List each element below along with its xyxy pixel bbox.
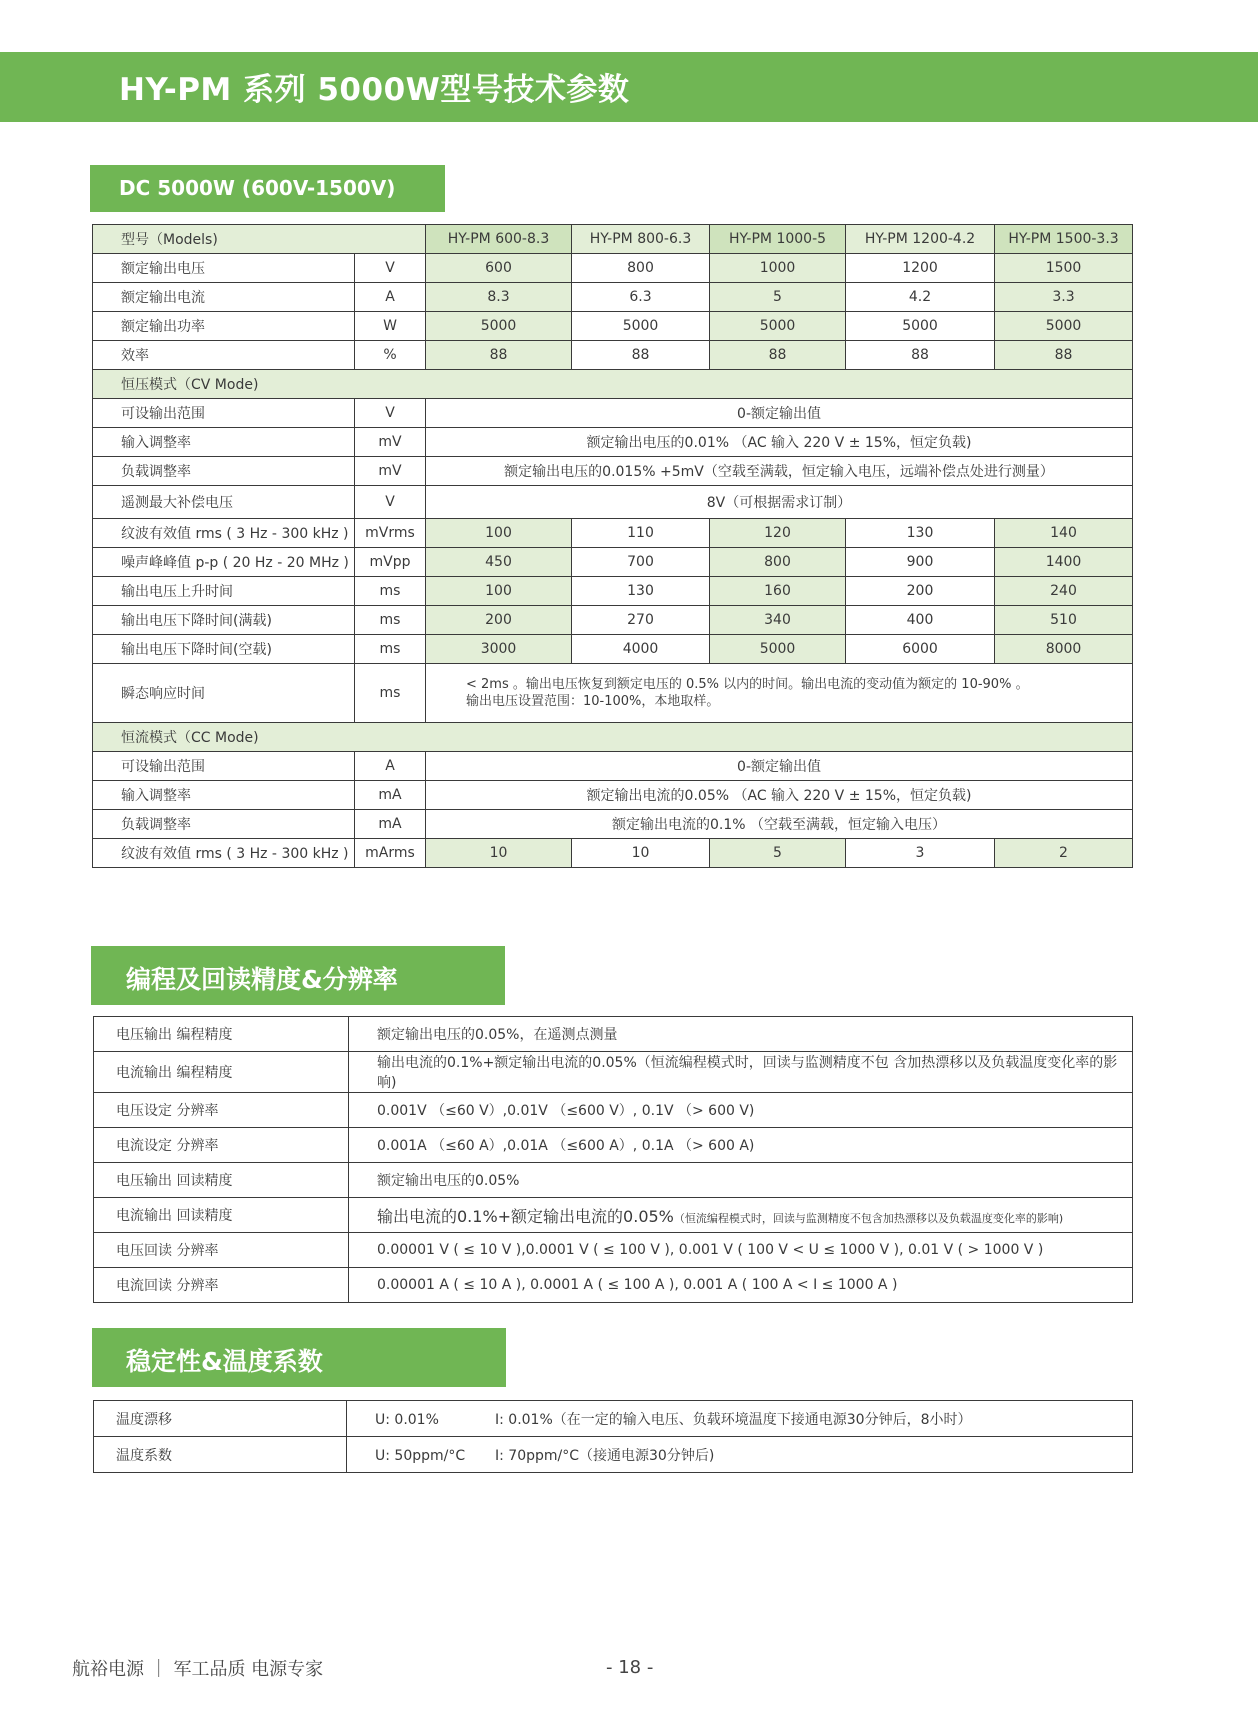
accuracy-value [349, 1233, 1133, 1268]
param-value: 800 [710, 548, 846, 577]
param-value: 88 [572, 341, 710, 370]
section-header-stability [92, 1328, 506, 1387]
model-name: HY-PM 1200-4.2 [846, 225, 995, 254]
page-number: - 18 - [606, 1657, 654, 1678]
param-label: 额定输出电流 [93, 283, 355, 312]
param-unit: % [355, 341, 426, 370]
accuracy-text: 0.001A （≤60 A）,0.01A （≤600 A）, 0.1A （> 600 A) [377, 1138, 755, 1154]
current-coefficient: I: 70ppm/°C（接通电源30分钟后) [495, 1447, 715, 1464]
param-unit: ms [355, 635, 426, 664]
param-label: 纹波有效值 rms ( 3 Hz - 300 kHz ) [93, 519, 355, 548]
current-coefficient: I: 0.01%（在一定的输入电压、负载环境温度下接通电源30分钟后，8小时） [495, 1411, 972, 1428]
param-value: 5000 [846, 312, 995, 341]
accuracy-row [94, 1052, 1133, 1093]
accuracy-row [94, 1198, 1133, 1233]
param-label: 噪声峰峰值 p-p ( 20 Hz - 20 MHz ) [93, 548, 355, 577]
param-unit: mA [355, 781, 426, 810]
stability-label: 温度系数 [94, 1437, 347, 1473]
accuracy-label: 电压输出 编程精度 [94, 1017, 349, 1052]
param-value: 额定输出电流的0.05% （AC 输入 220 V ± 15%，恒定负载) [426, 781, 1133, 810]
param-label: 额定输出功率 [93, 312, 355, 341]
param-value: 6000 [846, 635, 995, 664]
model-name: HY-PM 800-6.3 [572, 225, 710, 254]
param-unit: mVpp [355, 548, 426, 577]
section-header-dc [90, 165, 445, 212]
param-unit: A [355, 752, 426, 781]
accuracy-row [94, 1128, 1133, 1163]
param-value: 2 [995, 839, 1133, 868]
param-label: 额定输出电压 [93, 254, 355, 283]
voltage-coefficient: U: 0.01% [375, 1411, 439, 1428]
param-value: 400 [846, 606, 995, 635]
cc-row [93, 752, 1133, 781]
param-value: 10 [426, 839, 572, 868]
param-value: 3.3 [995, 283, 1133, 312]
accuracy-label: 电压设定 分辨率 [94, 1093, 349, 1128]
param-value: 4.2 [846, 283, 995, 312]
param-label: 瞬态响应时间 [93, 664, 355, 723]
param-value: 120 [710, 519, 846, 548]
accuracy-text: 0.00001 V ( ≤ 10 V ),0.0001 V ( ≤ 100 V ), 0.001 V ( 100 V < U ≤ 1000 V ), 0.01 V ( > 1000 V ) [377, 1242, 1044, 1258]
param-value: 510 [995, 606, 1133, 635]
accuracy-row [94, 1017, 1133, 1052]
model-name: HY-PM 600-8.3 [426, 225, 572, 254]
param-label: 纹波有效值 rms ( 3 Hz - 300 kHz ) [93, 839, 355, 868]
spec-row [93, 283, 1133, 312]
param-value: 额定输出电流的0.1% （空载至满载，恒定输入电压） [426, 810, 1133, 839]
mode-header: 恒流模式（CC Mode) [93, 723, 1133, 752]
param-value: 5 [710, 839, 846, 868]
param-value: 5000 [572, 312, 710, 341]
param-value: 700 [572, 548, 710, 577]
param-value: 800 [572, 254, 710, 283]
transient-line-2: 输出电压设置范围：10-100%，本地取样。 [466, 694, 720, 709]
param-value: 88 [710, 341, 846, 370]
accuracy-label: 电压输出 回读精度 [94, 1163, 349, 1198]
accuracy-label: 电压回读 分辨率 [94, 1233, 349, 1268]
accuracy-text: 输出电流的0.1%+额定输出电流的0.05%（恒流编程模式时，回读与监测精度不包 含加热漂移以及负载温度变化率的影响) [377, 1055, 1118, 1091]
cc-row [93, 810, 1133, 839]
param-value: 450 [426, 548, 572, 577]
param-value: 0-额定输出值 [426, 399, 1133, 428]
accuracy-value [349, 1128, 1133, 1163]
accuracy-value [349, 1017, 1133, 1052]
param-value: 600 [426, 254, 572, 283]
cv-value-row [93, 577, 1133, 606]
accuracy-row [94, 1233, 1133, 1268]
param-unit: mVrms [355, 519, 426, 548]
param-unit: A [355, 283, 426, 312]
accuracy-row [94, 1093, 1133, 1128]
accuracy-label: 电流回读 分辨率 [94, 1268, 349, 1303]
param-value: 5000 [710, 312, 846, 341]
accuracy-label: 电流输出 回读精度 [94, 1198, 349, 1233]
param-value: 0-额定输出值 [426, 752, 1133, 781]
cv-row [93, 399, 1133, 428]
param-value: 5 [710, 283, 846, 312]
page-title-bar [0, 52, 1258, 122]
param-unit: V [355, 254, 426, 283]
cv-value-row [93, 635, 1133, 664]
accuracy-row [94, 1163, 1133, 1198]
cv-row [93, 428, 1133, 457]
param-value: 3000 [426, 635, 572, 664]
param-value: 1400 [995, 548, 1133, 577]
param-value: 5000 [426, 312, 572, 341]
param-unit: V [355, 486, 426, 519]
param-value: 1500 [995, 254, 1133, 283]
param-label: 输出电压上升时间 [93, 577, 355, 606]
model-name: HY-PM 1500-3.3 [995, 225, 1133, 254]
param-value: 5000 [995, 312, 1133, 341]
param-value: 88 [426, 341, 572, 370]
param-value: 8000 [995, 635, 1133, 664]
param-value: 110 [572, 519, 710, 548]
param-value: 340 [710, 606, 846, 635]
param-label: 遥测最大补偿电压 [93, 486, 355, 519]
cv-value-row [93, 548, 1133, 577]
param-value: 8V（可根据需求订制） [426, 486, 1133, 519]
transient-row [93, 664, 1133, 723]
param-value: 200 [426, 606, 572, 635]
model-name: HY-PM 1000-5 [710, 225, 846, 254]
cv-value-row [93, 606, 1133, 635]
cv-value-row [93, 519, 1133, 548]
model-header-label: 型号（Models) [93, 225, 426, 254]
accuracy-value [349, 1052, 1133, 1093]
param-unit: W [355, 312, 426, 341]
accuracy-text: 0.001V （≤60 V）,0.01V （≤600 V）, 0.1V （> 600 V) [377, 1103, 755, 1119]
stability-table [93, 1400, 1133, 1473]
page-title: HY-PM 系列 5000W型号技术参数 [119, 72, 630, 108]
spec-row [93, 341, 1133, 370]
param-unit: mArms [355, 839, 426, 868]
param-value: 160 [710, 577, 846, 606]
accuracy-text: 额定输出电压的0.05% [377, 1173, 520, 1189]
param-unit: mV [355, 457, 426, 486]
param-value: 8.3 [426, 283, 572, 312]
accuracy-label: 电流输出 编程精度 [94, 1052, 349, 1093]
param-value: 130 [846, 519, 995, 548]
stability-value [347, 1437, 1133, 1473]
param-unit: V [355, 399, 426, 428]
param-value: 10 [572, 839, 710, 868]
param-label: 输出电压下降时间(满载) [93, 606, 355, 635]
param-unit: mA [355, 810, 426, 839]
param-value: 额定输出电压的0.015% +5mV（空载至满载，恒定输入电压，远端补偿点处进行测量） [426, 457, 1133, 486]
param-value: 130 [572, 577, 710, 606]
accuracy-note: （恒流编程模式时，回读与监测精度不包含加热漂移以及负载温度变化率的影响) [673, 1211, 1064, 1225]
cc-mode-header-row [93, 723, 1133, 752]
cc-row [93, 781, 1133, 810]
cc-ripple-row [93, 839, 1133, 868]
accuracy-value [349, 1163, 1133, 1198]
param-value: 140 [995, 519, 1133, 548]
param-value: 270 [572, 606, 710, 635]
param-value: 额定输出电压的0.01% （AC 输入 220 V ± 15%，恒定负载) [426, 428, 1133, 457]
param-label: 输入调整率 [93, 428, 355, 457]
voltage-coefficient: U: 50ppm/°C [375, 1447, 466, 1464]
accuracy-value [349, 1093, 1133, 1128]
param-unit: ms [355, 606, 426, 635]
param-unit: ms [355, 577, 426, 606]
section-title-dc: DC 5000W (600V-1500V) [119, 176, 396, 200]
accuracy-table [93, 1016, 1133, 1303]
accuracy-row [94, 1268, 1133, 1303]
param-value: 88 [846, 341, 995, 370]
param-value: 100 [426, 577, 572, 606]
section-title-accuracy: 编程及回读精度&分辨率 [126, 965, 398, 994]
param-value: 88 [995, 341, 1133, 370]
section-title-stability: 稳定性&温度系数 [126, 1347, 323, 1376]
param-label: 输出电压下降时间(空载) [93, 635, 355, 664]
transient-line-1: < 2ms 。输出电压恢复到额定电压的 0.5% 以内的时间。输出电流的变动值为额定的 10-90% 。 [466, 677, 1029, 692]
accuracy-value [349, 1198, 1133, 1233]
param-value: 4000 [572, 635, 710, 664]
accuracy-text: 0.00001 A ( ≤ 10 A ), 0.0001 A ( ≤ 100 A ), 0.001 A ( 100 A < I ≤ 1000 A ) [377, 1277, 898, 1293]
param-unit: mV [355, 428, 426, 457]
param-label: 负载调整率 [93, 457, 355, 486]
stability-value [347, 1401, 1133, 1437]
param-value: 5000 [710, 635, 846, 664]
param-label: 效率 [93, 341, 355, 370]
param-label: 可设输出范围 [93, 399, 355, 428]
section-header-accuracy [91, 946, 505, 1005]
param-value: 1000 [710, 254, 846, 283]
cv-row [93, 457, 1133, 486]
accuracy-value [349, 1268, 1133, 1303]
cv-mode-header-row [93, 370, 1133, 399]
param-value: 1200 [846, 254, 995, 283]
accuracy-text: 输出电流的0.1%+额定输出电流的0.05% [377, 1206, 674, 1226]
stability-label: 温度漂移 [94, 1401, 347, 1437]
param-value: 200 [846, 577, 995, 606]
param-value: 900 [846, 548, 995, 577]
accuracy-text: 额定输出电压的0.05%，在遥测点测量 [377, 1027, 618, 1043]
param-label: 可设输出范围 [93, 752, 355, 781]
param-label: 输入调整率 [93, 781, 355, 810]
accuracy-label: 电流设定 分辨率 [94, 1128, 349, 1163]
param-value: 240 [995, 577, 1133, 606]
param-value: 6.3 [572, 283, 710, 312]
spec-row [93, 312, 1133, 341]
footer-brand: 航裕电源 ｜ 军工品质 电源专家 [72, 1659, 324, 1680]
mode-header: 恒压模式（CV Mode) [93, 370, 1133, 399]
param-value: 3 [846, 839, 995, 868]
spec-row [93, 254, 1133, 283]
stability-row [94, 1437, 1133, 1473]
param-unit: ms [355, 664, 426, 723]
param-value: 100 [426, 519, 572, 548]
spec-table [92, 224, 1133, 868]
stability-row [94, 1401, 1133, 1437]
transient-note [426, 664, 1133, 723]
model-header-row [93, 225, 1133, 254]
param-label: 负载调整率 [93, 810, 355, 839]
cv-row [93, 486, 1133, 519]
